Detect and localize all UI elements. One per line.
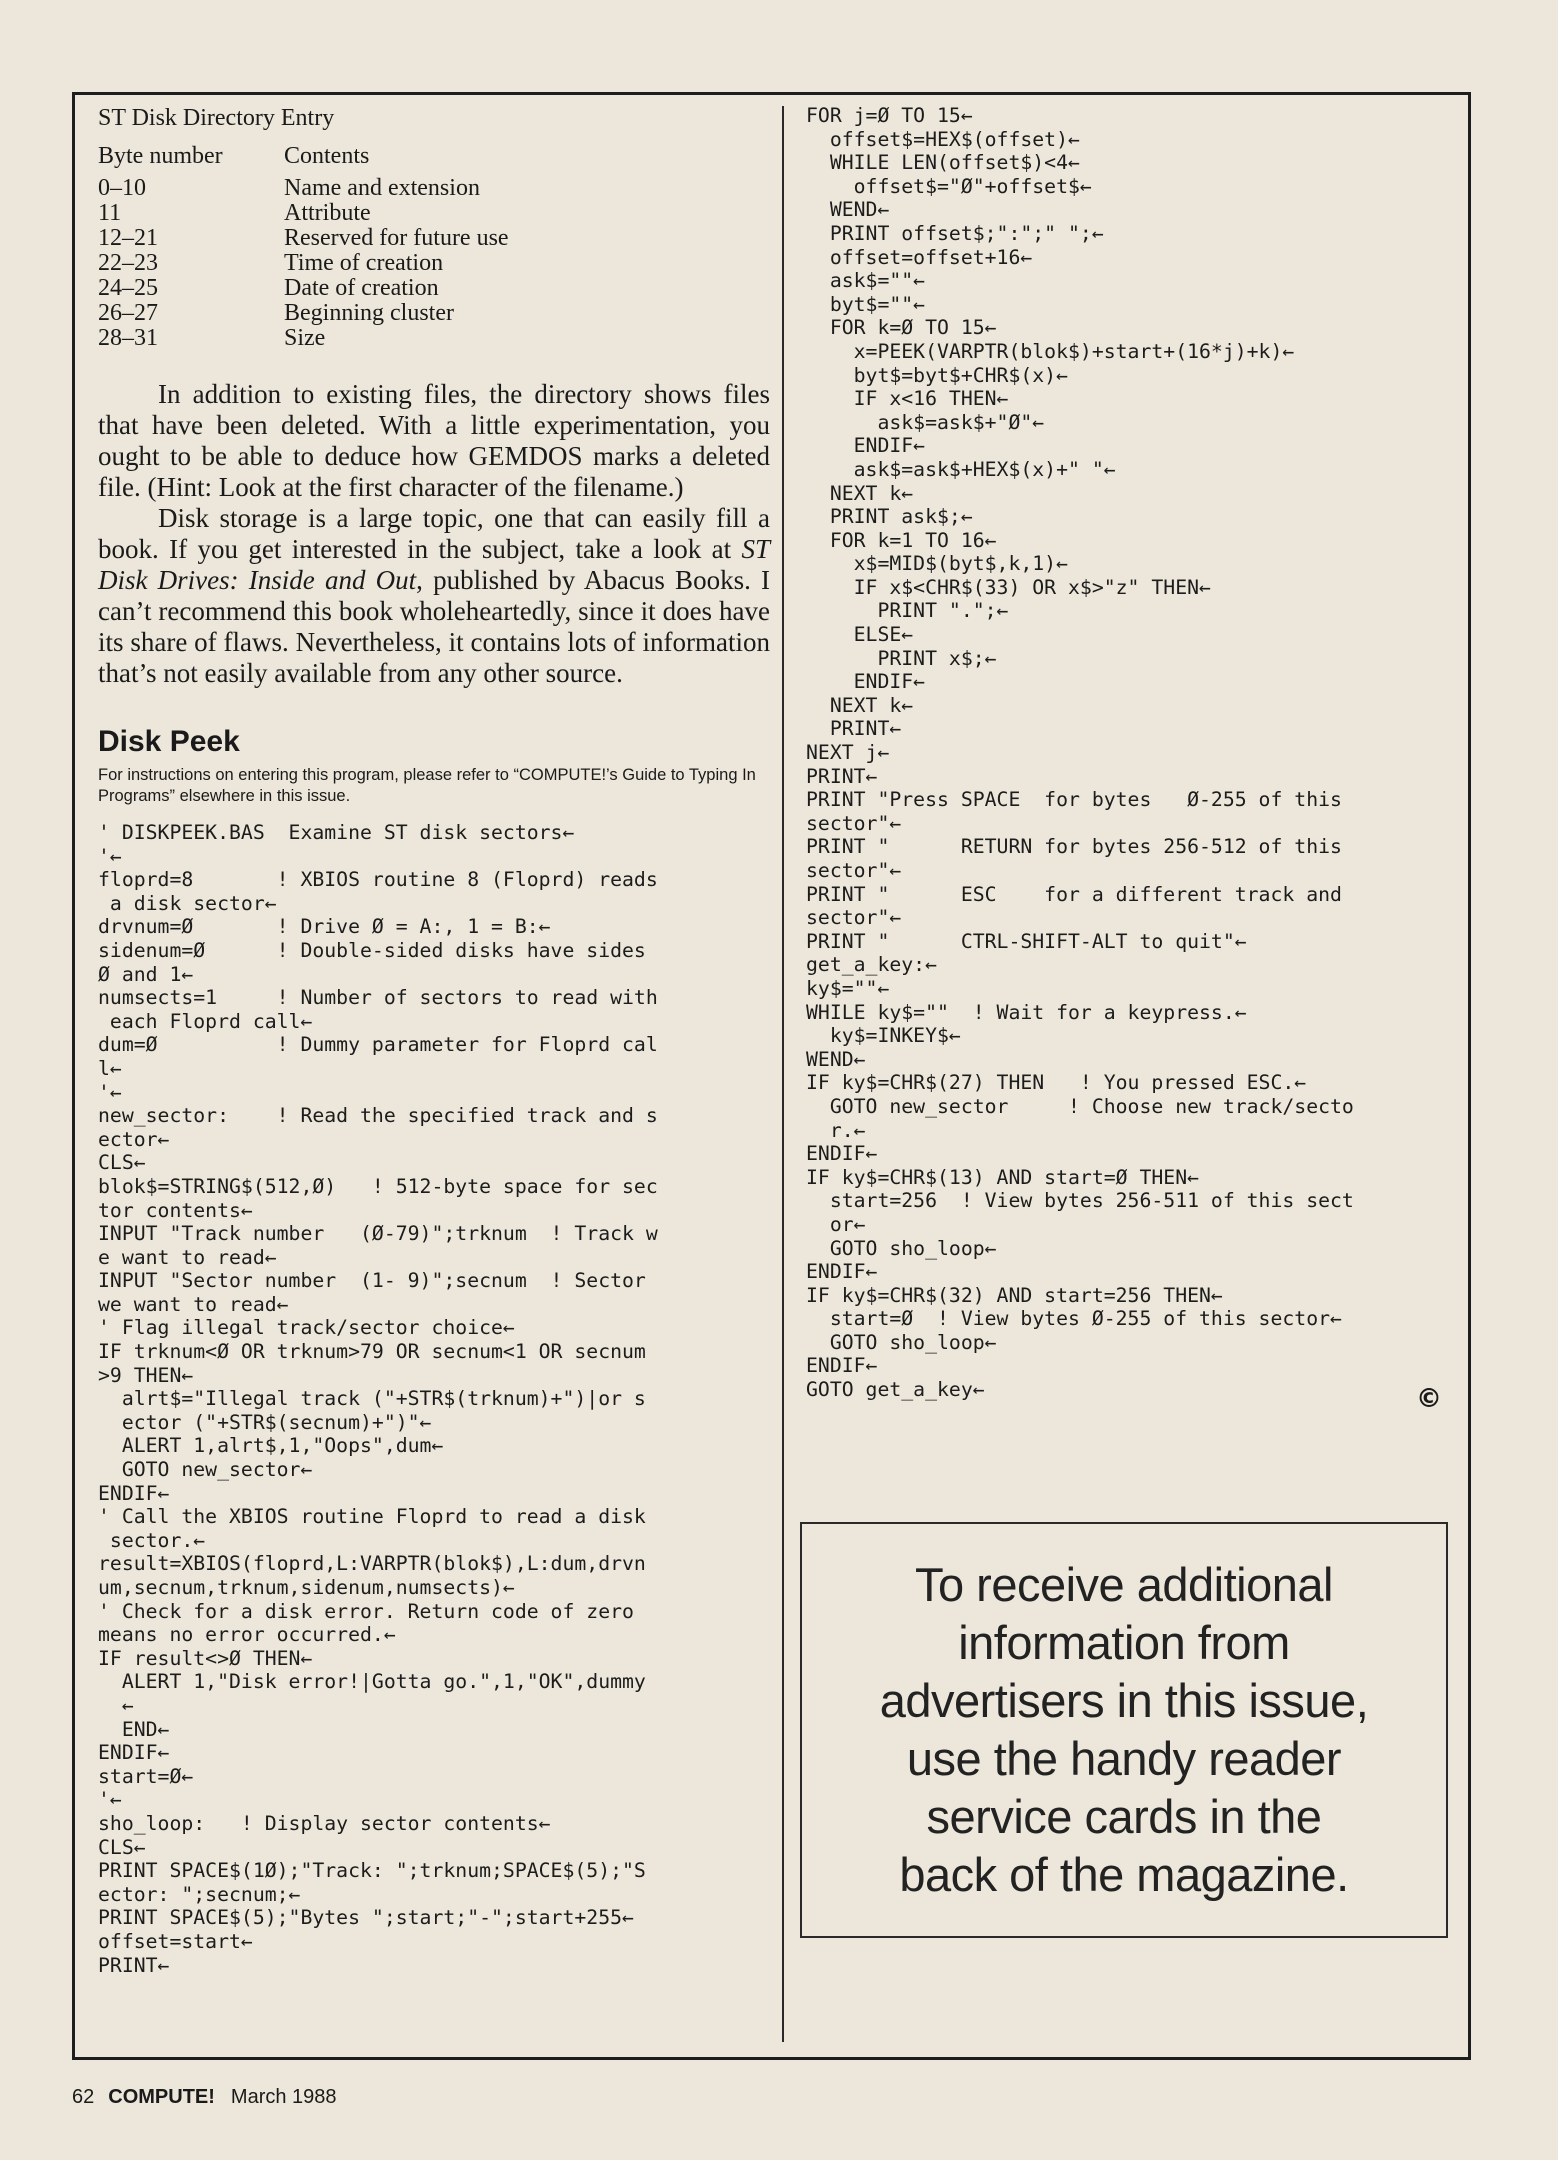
code-line: sector"← xyxy=(806,859,902,882)
left-column xyxy=(98,100,770,1977)
code-line: PRINT " RETURN for bytes 256-512 of this xyxy=(806,835,1342,859)
code-line: new_sector: ! Read the specified track and s xyxy=(98,1104,658,1128)
code-line: >9 THEN← xyxy=(98,1363,194,1387)
page-number: 62 xyxy=(72,2086,95,2108)
code-line: or← xyxy=(806,1212,866,1236)
code-line: WHILE LEN(offset$)<4← xyxy=(806,151,1080,175)
code-line: um,secnum,trknum,sidenum,numsects)← xyxy=(98,1576,515,1599)
issue-date: March 1988 xyxy=(230,2086,337,2108)
code-line: GOTO get_a_key← xyxy=(806,1378,985,1402)
code-line: r.← xyxy=(806,1118,866,1142)
code-line: WEND← xyxy=(806,198,890,222)
code-line: floprd=8 ! XBIOS routine 8 (Floprd) reads xyxy=(98,868,658,892)
code-line: we want to read← xyxy=(98,1292,289,1316)
table-title: ST Disk Directory Entry xyxy=(98,105,335,131)
code-line: ENDIF← xyxy=(98,1741,170,1765)
code-line: a disk sector← xyxy=(98,891,277,915)
code-line: FOR k=1 TO 16← xyxy=(806,528,997,552)
table-row: 28–31 Size xyxy=(98,325,326,351)
code-line: ENDIF← xyxy=(806,434,926,458)
code-line: sector"← xyxy=(806,811,902,835)
code-line: IF ky$=CHR$(32) AND start=256 THEN← xyxy=(806,1283,1223,1307)
page-footer xyxy=(72,2086,337,2109)
code-line: INPUT "Track number (Ø-79)";trknum ! Track w xyxy=(98,1222,658,1246)
code-line: byt$=byt$+CHR$(x)← xyxy=(806,363,1069,387)
header-contents: Contents xyxy=(284,143,370,169)
code-line: GOTO new_sector ! Choose new track/secto xyxy=(806,1094,1354,1118)
code-listing-left xyxy=(98,821,770,1977)
code-line: ALERT 1,"Disk error!|Gotta go.",1,"OK",dummy xyxy=(98,1670,646,1694)
code-line: PRINT ask$;← xyxy=(806,505,973,529)
code-line: PRINT "Press SPACE for bytes Ø-255 of this xyxy=(806,788,1342,812)
ad-text: To receive additional information from advertisers in this issue, use the handy reader service cards in the back of the magazine. xyxy=(879,1558,1369,1901)
code-line: start=256 ! View bytes 256-511 of this sect xyxy=(806,1189,1354,1213)
code-line: IF result<>Ø THEN← xyxy=(98,1646,313,1670)
code-line: means no error occurred.← xyxy=(98,1623,396,1647)
paragraph: Disk storage is a large topic, one that can easily fill a book. If you get interested in the subject, take a look at ST Disk Drives: Inside and Out, published by Abacus Books. I can’t recommend this book wholeheartedly, since it does have its share of flaws. Nevertheless, it contains lots of information that’s not easily available from any other source. xyxy=(98,503,770,688)
code-line: ector← xyxy=(98,1127,170,1151)
table-row: 0–10 Name and extension xyxy=(98,175,480,201)
code-line: ← xyxy=(98,1693,134,1717)
code-line: ' DISKPEEK.BAS Examine ST disk sectors← xyxy=(98,821,575,844)
article-text xyxy=(98,379,770,689)
right-column xyxy=(806,104,1456,1414)
code-line: PRINT ".";← xyxy=(806,599,1009,623)
code-line: PRINT " ESC for a different track and xyxy=(806,882,1342,906)
code-line: offset=start← xyxy=(98,1929,253,1953)
book-title: ST Disk Drives: Inside and Out xyxy=(98,534,770,595)
code-line: ' Flag illegal track/sector choice← xyxy=(98,1316,515,1340)
code-line: ector: ";secnum;← xyxy=(98,1882,301,1906)
code-line: ELSE← xyxy=(806,623,914,647)
code-line: CLS← xyxy=(98,1151,146,1175)
code-line: PRINT " CTRL-SHIFT-ALT to quit"← xyxy=(806,929,1247,953)
code-line: l← xyxy=(98,1056,122,1080)
end-mark-icon: © xyxy=(1416,1384,1442,1414)
table-row: 12–21 Reserved for future use xyxy=(98,225,509,251)
code-line: IF x<16 THEN← xyxy=(806,387,1009,411)
code-listing-right xyxy=(806,104,1456,1402)
code-line: PRINT SPACE$(5);"Bytes ";start;"-";start+255← xyxy=(98,1906,634,1930)
code-line: ' Call the XBIOS routine Floprd to read a disk xyxy=(98,1505,646,1529)
code-line: get_a_key:← xyxy=(806,953,938,977)
code-line: byt$=""← xyxy=(806,292,926,316)
code-line: GOTO sho_loop← xyxy=(806,1236,997,1260)
code-line: ENDIF← xyxy=(806,1260,878,1284)
code-line: ENDIF← xyxy=(806,670,926,694)
code-line: NEXT k← xyxy=(806,693,914,717)
directory-table xyxy=(98,100,770,351)
code-line: Ø and 1← xyxy=(98,962,194,986)
code-line: GOTO sho_loop← xyxy=(806,1330,997,1354)
code-line: IF ky$=CHR$(13) AND start=Ø THEN← xyxy=(806,1165,1200,1189)
code-line: ENDIF← xyxy=(98,1481,170,1505)
code-line: '← xyxy=(98,1080,122,1104)
code-line: PRINT← xyxy=(98,1953,170,1977)
code-line: sector"← xyxy=(806,906,902,930)
code-line: END← xyxy=(98,1717,170,1741)
code-line: offset=offset+16← xyxy=(806,245,1033,269)
code-line: IF ky$=CHR$(27) THEN ! You pressed ESC.← xyxy=(806,1071,1307,1095)
code-line: sho_loop: ! Display sector contents← xyxy=(98,1811,551,1835)
code-line: sector.← xyxy=(98,1528,206,1552)
code-line: '← xyxy=(98,844,122,868)
publication-name: COMPUTE! xyxy=(108,2086,215,2108)
code-line: IF trknum<Ø OR trknum>79 OR secnum<1 OR secnum xyxy=(98,1340,646,1364)
code-line: GOTO new_sector← xyxy=(98,1458,313,1482)
table-row: 11 Attribute xyxy=(98,200,371,226)
code-line: PRINT← xyxy=(806,764,878,788)
code-line: ENDIF← xyxy=(806,1354,878,1378)
code-line: blok$=STRING$(512,Ø) ! 512-byte space for sec xyxy=(98,1174,658,1198)
code-line: NEXT k← xyxy=(806,481,914,505)
code-line: NEXT j← xyxy=(806,741,890,765)
program-title: Disk Peek xyxy=(98,725,240,758)
code-line: each Floprd call← xyxy=(98,1009,313,1033)
code-line: ask$=ask$+"Ø"← xyxy=(806,410,1045,434)
code-line: FOR j=Ø TO 15← xyxy=(806,104,973,127)
code-line: ENDIF← xyxy=(806,1142,878,1166)
table-row: 24–25 Date of creation xyxy=(98,275,439,301)
reader-service-ad xyxy=(800,1522,1448,1938)
code-line: sidenum=Ø ! Double-sided disks have sides xyxy=(98,938,646,962)
code-line: x$=MID$(byt$,k,1)← xyxy=(806,552,1069,576)
code-line: start=Ø← xyxy=(98,1764,194,1788)
code-line: ector ("+STR$(secnum)+")"← xyxy=(98,1410,432,1434)
table-body xyxy=(98,176,770,351)
code-line: dum=Ø ! Dummy parameter for Floprd cal xyxy=(98,1033,658,1057)
code-line: IF x$<CHR$(33) OR x$>"z" THEN← xyxy=(806,575,1211,599)
header-byte-number: Byte number xyxy=(98,143,223,169)
code-line: ALERT 1,alrt$,1,"Oops",dum← xyxy=(98,1434,444,1458)
code-line: offset$=HEX$(offset)← xyxy=(806,127,1080,151)
code-line: FOR k=Ø TO 15← xyxy=(806,316,997,340)
code-line: WEND← xyxy=(806,1047,866,1071)
column-divider xyxy=(782,106,784,2042)
table-header xyxy=(98,136,770,176)
code-line: '← xyxy=(98,1788,122,1812)
code-line: offset$="Ø"+offset$← xyxy=(806,174,1092,198)
code-line: ask$=""← xyxy=(806,269,926,293)
code-line: e want to read← xyxy=(98,1245,277,1269)
code-line: PRINT offset$;":";" ";← xyxy=(806,221,1104,245)
code-line: PRINT x$;← xyxy=(806,646,997,670)
code-line: ky$=INKEY$← xyxy=(806,1024,961,1048)
table-row: 22–23 Time of creation xyxy=(98,250,444,276)
code-line: tor contents← xyxy=(98,1198,253,1222)
code-line: CLS← xyxy=(98,1835,146,1859)
code-line: ' Check for a disk error. Return code of zero xyxy=(98,1599,634,1623)
code-line: WHILE ky$="" ! Wait for a keypress.← xyxy=(806,1000,1247,1024)
code-line: numsects=1 ! Number of sectors to read with xyxy=(98,986,658,1010)
code-line: result=XBIOS(floprd,L:VARPTR(blok$),L:dum,drvn xyxy=(98,1552,646,1576)
paragraph: In addition to existing files, the directory shows files that have been deleted. With a little experimentation, you ought to be able to deduce how GEMDOS marks a deleted file. (Hint: Look at the first character of the filename.) xyxy=(98,379,770,502)
code-line: ask$=ask$+HEX$(x)+" "← xyxy=(806,457,1116,481)
code-line: drvnum=Ø ! Drive Ø = A:, 1 = B:← xyxy=(98,915,551,939)
table-row: 26–27 Beginning cluster xyxy=(98,300,454,326)
code-line: ky$=""← xyxy=(806,976,890,1000)
code-line: alrt$="Illegal track ("+STR$(trknum)+")|or s xyxy=(98,1387,646,1411)
code-line: start=Ø ! View bytes Ø-255 of this sector← xyxy=(806,1307,1342,1331)
code-line: PRINT← xyxy=(806,717,902,741)
code-line: PRINT SPACE$(1Ø);"Track: ";trknum;SPACE$(5);"S xyxy=(98,1859,646,1883)
code-line: x=PEEK(VARPTR(blok$)+start+(16*j)+k)← xyxy=(806,339,1295,363)
program-note: For instructions on entering this program, please refer to “COMPUTE!’s Guide to Typing In Programs” elsewhere in this issue. xyxy=(98,766,756,805)
code-line: INPUT "Sector number (1- 9)";secnum ! Sector xyxy=(98,1269,646,1293)
